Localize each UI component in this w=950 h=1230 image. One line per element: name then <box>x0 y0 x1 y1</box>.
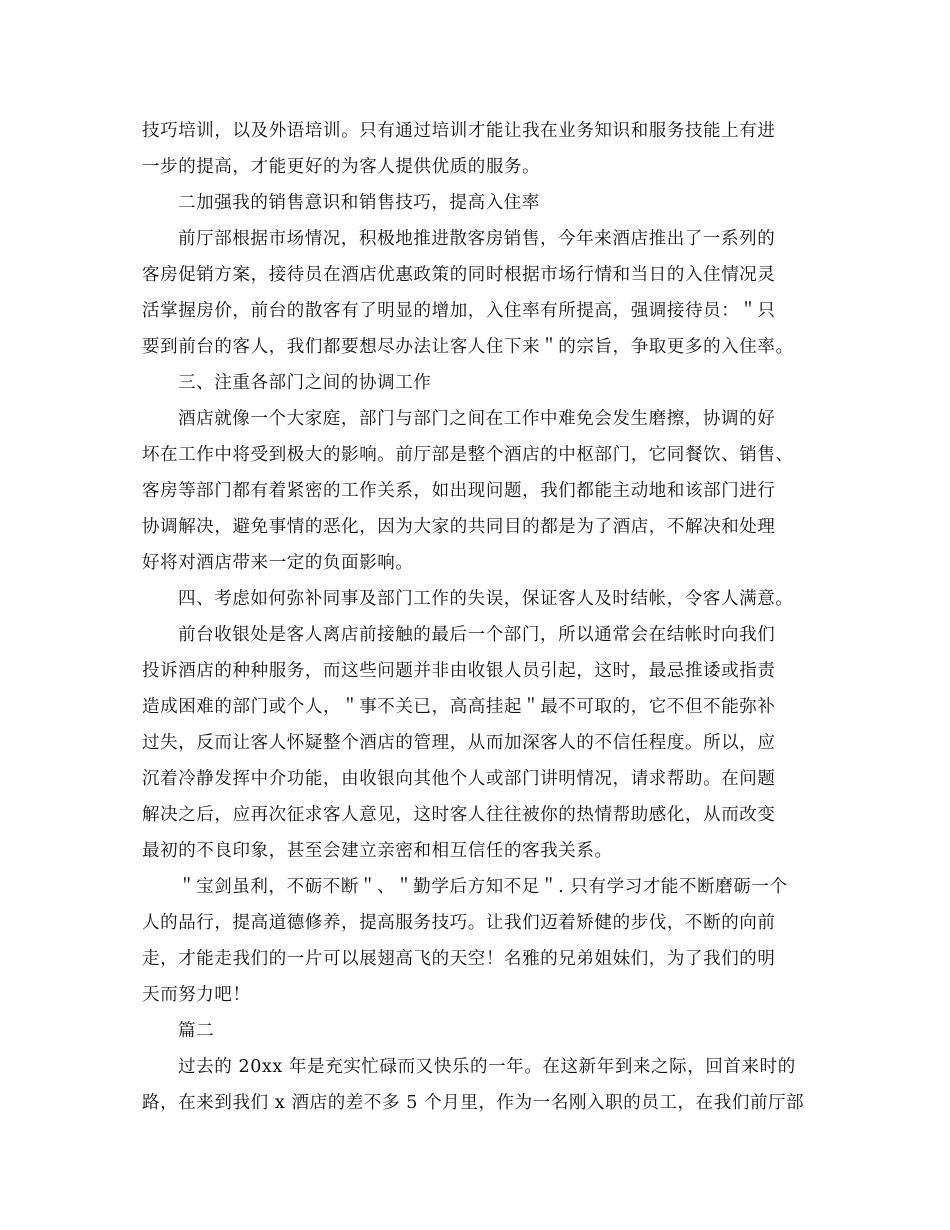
text-line: 投诉酒店的种种服务，而这些问题并非由收银人员引起，这时，最忌推诿或指责 <box>142 661 776 681</box>
text-line: 好将对酒店带来一定的负面影响。 <box>142 553 414 573</box>
text-line: 过失，反而让客人怀疑整个酒店的管理，从而加深客人的不信任程度。所以，应 <box>142 733 776 753</box>
text-line: 沉着冷静发挥中介功能，由收银向其他个人或部门讲明情况，请求帮助。在问题 <box>142 769 776 789</box>
paragraph-start: 前台收银处是客人离店前接触的最后一个部门，所以通常会在结帐时向我们 <box>178 625 776 645</box>
text-line: 坏在工作中将受到极大的影响。前厅部是整个酒店的中枢部门，它同餐饮、销售、 <box>142 445 794 465</box>
text-line: 人的品行，提高道德修养，提高服务技巧。让我们迈着矫健的步伐，不断的向前 <box>142 913 776 933</box>
text-line: 协调解决，避免事情的恶化，因为大家的共同目的都是为了酒店，不解决和处理 <box>142 517 776 537</box>
text-line: 要到前台的客人，我们都要想尽办法让客人住下来＂的宗旨，争取更多的入住率。 <box>142 337 794 357</box>
text-line: 走，才能走我们的一片可以展翅高飞的天空！名雅的兄弟姐妹们，为了我们的明 <box>142 949 776 969</box>
text-line: 解决之后，应再次征求客人意见，这时客人往往被你的热情帮助感化，从而改变 <box>142 805 776 825</box>
text-line: 客房促销方案，接待员在酒店优惠政策的同时根据市场行情和当日的入住情况灵 <box>142 265 776 285</box>
paragraph-start: 前厅部根据市场情况，积极地推进散客房销售，今年来酒店推出了一系列的 <box>178 229 776 249</box>
paragraph-start: 酒店就像一个大家庭，部门与部门之间在工作中难免会发生磨擦，协调的好 <box>178 409 776 429</box>
text-line: 客房等部门都有着紧密的工作关系，如出现问题，我们都能主动地和该部门进行 <box>142 481 776 501</box>
text-line: 天而努力吧！ <box>142 985 251 1005</box>
text-line: 造成困难的部门或个人，＂事不关已，高高挂起＂最不可取的，它不但不能弥补 <box>142 697 776 717</box>
section-heading: 四、考虑如何弥补同事及部门工作的失误，保证客人及时结帐，令客人满意。 <box>178 589 794 609</box>
section-heading: 二加强我的销售意识和销售技巧，提高入住率 <box>178 193 540 213</box>
text-line: 活掌握房价，前台的散客有了明显的增加，入住率有所提高，强调接待员：＂只 <box>142 301 776 321</box>
section-heading: 篇二 <box>178 1021 215 1041</box>
paragraph-start: ＂宝剑虽利，不砺不断＂、＂勤学后方知不足＂. 只有学习才能不断磨砺一个 <box>178 877 788 897</box>
text-line: 最初的不良印象，甚至会建立亲密和相互信任的客我关系。 <box>142 841 613 861</box>
section-heading: 三、注重各部门之间的协调工作 <box>178 373 432 393</box>
text-line: 技巧培训，以及外语培训。只有通过培训才能让我在业务知识和服务技能上有进 <box>142 121 776 141</box>
text-line: 一步的提高，才能更好的为客人提供优质的服务。 <box>142 157 541 177</box>
text-line: 路，在来到我们 x 酒店的差不多 5 个月里，作为一名刚入职的员工，在我们前厅部 <box>142 1093 805 1113</box>
paragraph-start: 过去的 20xx 年是充实忙碌而又快乐的一年。在这新年到来之际，回首来时的 <box>178 1057 796 1077</box>
